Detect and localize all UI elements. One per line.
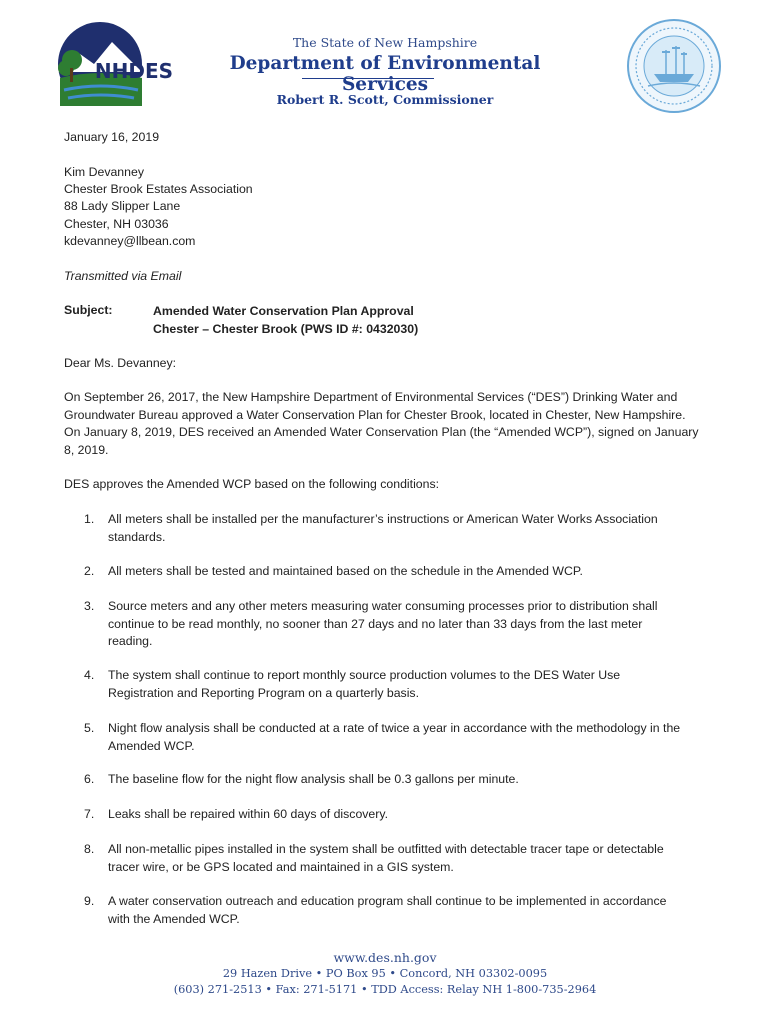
condition-line: The baseline flow for the night flow analysis shall be 0.3 gallons per minute.: [108, 772, 519, 786]
paragraph-1-line: Groundwater Bureau approved a Water Conservation Plan for Chester Brook, located in Chester, New Hampshire.: [64, 408, 686, 422]
nhdes-logo: [50, 20, 192, 108]
header-commissioner: Robert R. Scott, Commissioner: [276, 92, 494, 107]
condition-line: Amended WCP.: [108, 738, 195, 753]
logo-text: NHDES: [94, 59, 174, 83]
salutation: Dear Ms. Devanney:: [64, 356, 177, 370]
condition-line: All meters shall be tested and maintained based on the schedule in the Amended WCP.: [108, 564, 583, 578]
condition-line: with the Amended WCP.: [108, 911, 240, 926]
condition-line: continue to be read monthly, no sooner than 27 days and no later than 33 days from the last meter: [108, 616, 643, 631]
condition-line: Registration and Reporting Program on a quarterly basis.: [108, 685, 420, 700]
condition-line: standards.: [108, 529, 166, 544]
paragraph-1-line: On January 8, 2019, DES received an Amended Water Conservation Plan (the “Amended WCP”), signed on January: [64, 425, 699, 439]
recipient-email: kdevanney@llbean.com: [64, 234, 196, 248]
condition-line: tracer wire, or be GPS located and maintained in a GIS system.: [108, 859, 454, 874]
condition-number: 6.: [84, 772, 95, 786]
state-seal-icon: [626, 18, 722, 114]
paragraph-1-line: 8, 2019.: [64, 443, 109, 457]
transmitted-note: Transmitted via Email: [64, 269, 182, 283]
condition-number: 5.: [84, 721, 95, 735]
paragraph-1-line: On September 26, 2017, the New Hampshire Department of Environmental Services (“DES”) Drinking Water and: [64, 390, 678, 404]
condition-line: reading.: [108, 634, 153, 648]
footer-phone: (603) 271-2513 • Fax: 271-5171 • TDD Access: Relay NH 1-800-735-2964: [173, 983, 597, 996]
subject-line-1: Amended Water Conservation Plan Approval: [153, 304, 414, 318]
header-department: Department of Environmental Services: [229, 53, 541, 95]
header-divider: [302, 78, 434, 79]
condition-number: 8.: [84, 842, 95, 856]
paragraph-2: DES approves the Amended WCP based on the following conditions:: [64, 477, 440, 491]
condition-line: A water conservation outreach and education program shall continue to be implemented in accordance: [108, 894, 667, 908]
letter-date: January 16, 2019: [64, 130, 160, 144]
condition-line: All non-metallic pipes installed in the system shall be outfitted with detectable tracer tape or detectable: [108, 842, 664, 856]
condition-line: Leaks shall be repaired within 60 days of discovery.: [108, 807, 389, 821]
subject-text: [153, 303, 418, 338]
subject-label: Subject:: [64, 303, 113, 317]
condition-number: 2.: [84, 564, 95, 578]
condition-line: Source meters and any other meters measuring water consuming processes prior to distribution shall: [108, 599, 658, 613]
condition-line: The system shall continue to report monthly source production volumes to the DES Water Use: [108, 668, 621, 682]
condition-line: All meters shall be installed per the manufacturer’s instructions or American Water Works Association: [108, 512, 658, 526]
condition-number: 7.: [84, 807, 95, 821]
footer-website-link[interactable]: www.des.nh.gov: [333, 950, 437, 965]
recipient-org: Chester Brook Estates Association: [64, 182, 253, 196]
condition-line: Night flow analysis shall be conducted at a rate of twice a year in accordance with the methodology in the: [108, 721, 681, 735]
subject-line-2: Chester – Chester Brook (PWS ID #: 0432030): [153, 321, 419, 336]
condition-number: 3.: [84, 599, 95, 613]
recipient-name: Kim Devanney: [64, 165, 144, 179]
footer-address: 29 Hazen Drive • PO Box 95 • Concord, NH 03302-0095: [222, 967, 548, 980]
condition-number: 1.: [84, 512, 95, 526]
condition-number: 9.: [84, 894, 95, 908]
recipient-city: Chester, NH 03036: [64, 217, 169, 231]
header-state: The State of New Hampshire: [292, 35, 478, 50]
condition-number: 4.: [84, 668, 95, 682]
recipient-street: 88 Lady Slipper Lane: [64, 199, 181, 213]
